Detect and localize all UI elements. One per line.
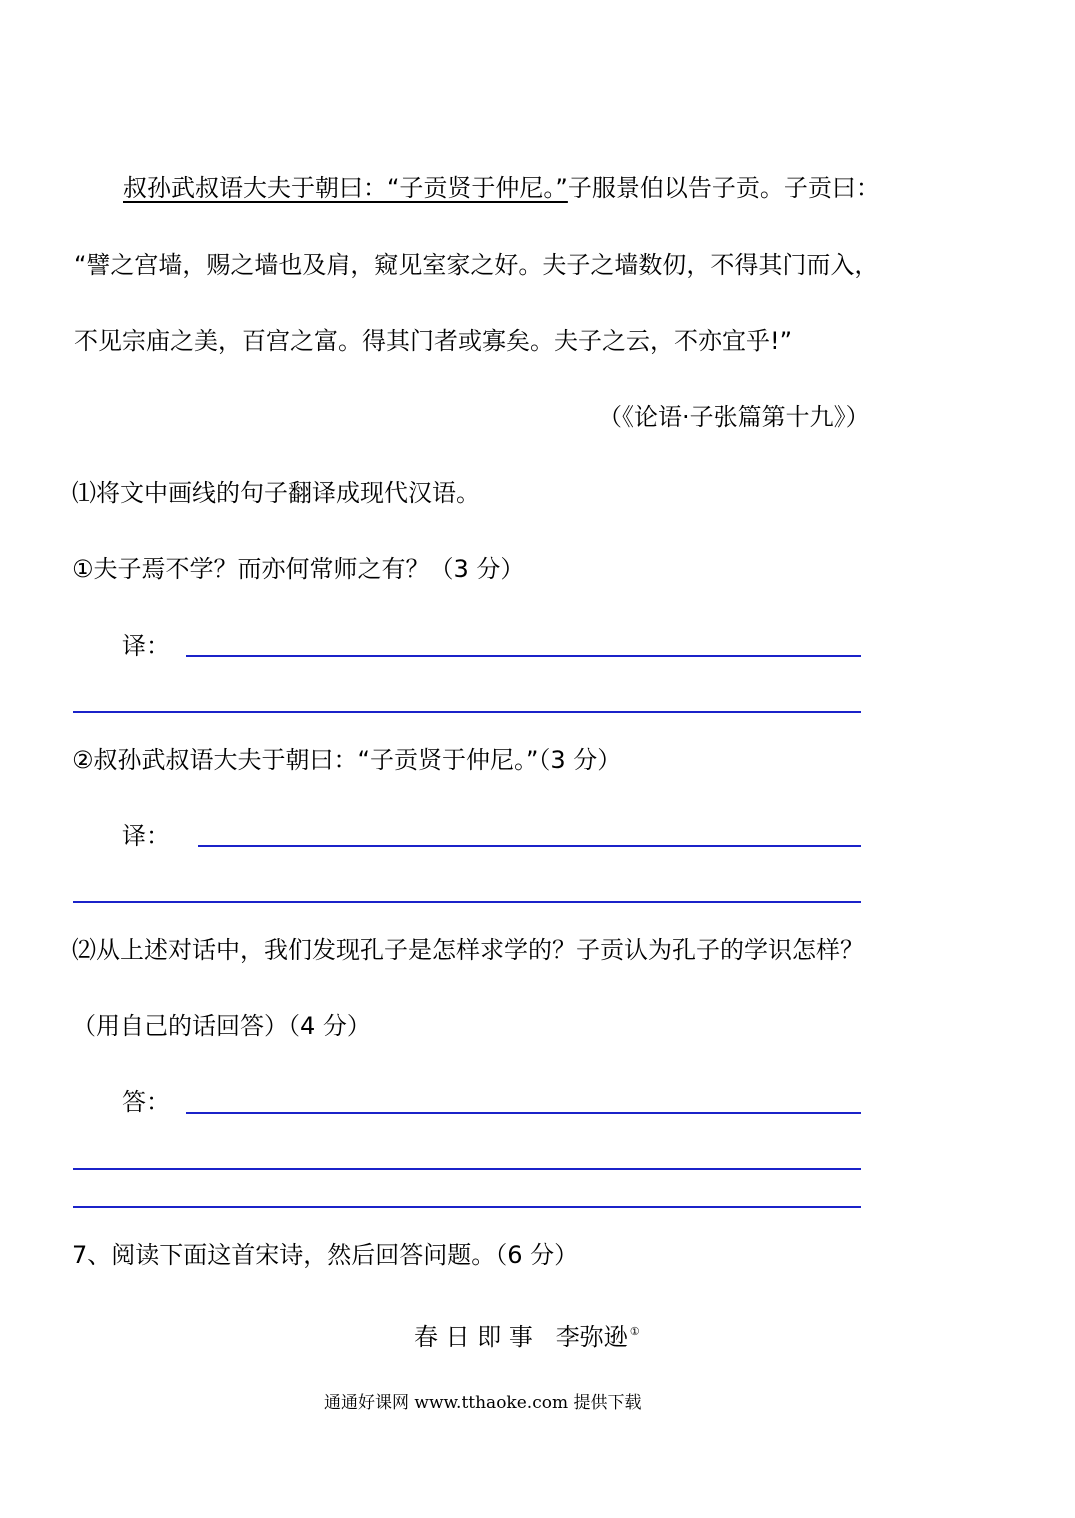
answer-line-2a[interactable] (198, 845, 861, 847)
answer-line-1b[interactable] (73, 711, 861, 713)
question1-prompt: ⑴将文中画线的句子翻译成现代汉语。 (72, 479, 480, 507)
poem-author: 李弥逊 (555, 1323, 628, 1351)
passage-line-1 (123, 172, 880, 204)
answer-label-1: 译： (122, 632, 170, 660)
answer-line-3a[interactable] (186, 1112, 861, 1114)
passage-line-2: “譬之宫墙，赐之墙也及肩，窥见室家之好。夫子之墙数仞，不得其门而入， (74, 251, 879, 279)
answer-label-3: 答： (122, 1088, 170, 1116)
passage-line-3: 不见宗庙之美，百宫之富。得其门者或寡矣。夫子之云，不亦宜乎!” (74, 327, 793, 355)
passage-source: （《论语·子张篇第十九》） (598, 403, 870, 431)
question1-item1: ①夫子焉不学？而亦何常师之有？（3 分） (72, 555, 525, 583)
answer-line-3c[interactable] (73, 1206, 861, 1208)
page-footer: 通通好课网 www.tthaoke.com 提供下载 (324, 1393, 642, 1413)
answer-line-3b[interactable] (73, 1168, 861, 1170)
footnote-mark: ① (629, 1325, 640, 1338)
passage-line-1-rest: 子服景伯以告子贡。子贡曰： (567, 174, 880, 202)
answer-line-1a[interactable] (186, 655, 861, 657)
poem-title: 春 日 即 事 (414, 1323, 533, 1351)
poem-heading (414, 1316, 640, 1353)
question2-prompt-line1: ⑵从上述对话中，我们发现孔子是怎样求学的？子贡认为孔子的学识怎样？ (72, 936, 864, 964)
answer-line-2b[interactable] (73, 901, 861, 903)
answer-label-2: 译： (122, 822, 170, 850)
question2-prompt-line2: （用自己的话回答）（4 分） (72, 1012, 371, 1040)
question7-prompt: 7、阅读下面这首宋诗，然后回答问题。（6 分） (72, 1241, 579, 1269)
underlined-sentence: 叔孙武叔语大夫于朝曰：“子贡贤于仲尼。” (123, 174, 568, 202)
question1-item2: ②叔孙武叔语大夫于朝曰：“子贡贤于仲尼。”（3 分） (72, 746, 622, 774)
